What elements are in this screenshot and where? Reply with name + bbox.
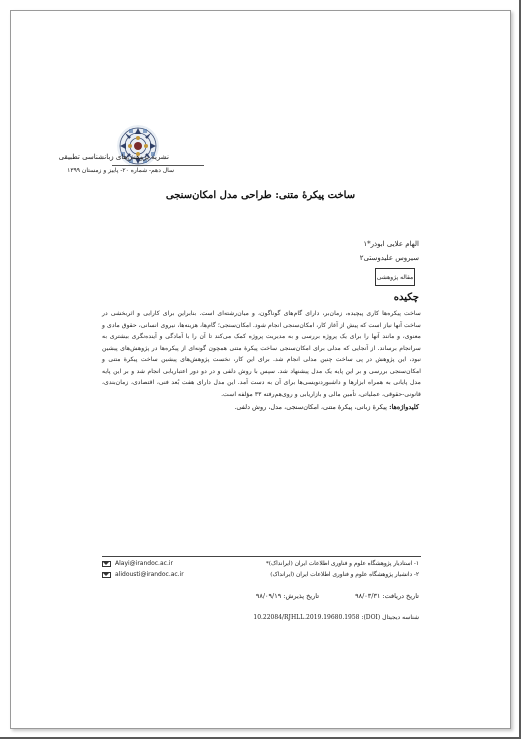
article-dates — [222, 592, 419, 600]
affiliation-2: ۲- دانشیار پژوهشگاه علوم و فناوری اطلاعات ایران (ایرانداک) — [270, 572, 419, 578]
email-2[interactable]: alidousti@irandoc.ac.ir — [115, 571, 184, 578]
keywords-label: کلیدواژه‌ها: — [389, 403, 419, 411]
abstract-text: ساخت پیکره‌ها کاری پیچیده، زمان‌بر، دارای گام‌های گوناگون، و میان‌رشته‌ای است. بنابراین برای کارایی و اثربخشی در ساخت آنها نیاز است که پیش از آغاز کار، امکان‌سنجی انجام شود. امکان‌سنجی؛ گام‌ها، هزینه‌ها، نیروی انسانی، حقوق مادی و معنوی، و مانند آنها را برای یک پروژه بررسی و به مدیریت پروژه کمک می‌کند تا آن را با آمادگی و آینده‌نگری بیشتری به سرانجام برساند. از آنجایی که مدلی برای امکان‌سنجی ساخت پیکرۀ متنی همچون گونه‌ای از پیکره‌ها در پژوهش‌های پیشین نبود، این پژوهش در پی ساخت چنین مدلی انجام شد. برای این کار، نخست پژوهش‌های پیشین ساخت پیکرۀ متنی و امکان‌سنجی بررسی و بر این پایه یک مدل پیشنهاد شد. سپس با روش دلفی و در دو دور اعتباریابی انجام شد و بر این پایه مدل پایانی به همراه ابزارها و داشبوردنویسی‌ها برای آن به دست آمد. این مدل دارای هفت بُعد فنی، اقتصادی، زمان‌بندی، قانونی-حقوقی، عملیاتی، تأمین مالی و بازاریابی و روی‌هم‌رفته ۳۳ مؤلفه است. — [102, 310, 421, 398]
journal-issue: سال دهم- شماره ۲۰- پاییز و زمستان ۱۳۹۹ — [67, 167, 174, 174]
journal-header-rule — [112, 165, 204, 166]
email-row-2 — [102, 571, 184, 578]
envelope-icon — [102, 561, 111, 567]
doi-line — [253, 614, 419, 621]
doi-label: شناسه دیجیتال (DOI): — [361, 614, 419, 621]
affiliation-1: ۱- استادیار پژوهشگاه علوم و فناوری اطلاعات ایران (ایرانداک)* — [265, 561, 419, 567]
article-type-badge: مقاله پژوهشی — [375, 268, 415, 286]
keywords-value: پیکرۀ زبانی، پیکرۀ متنی، امکان‌سنجی، مدل، روش دلفی. — [234, 403, 387, 411]
keywords — [234, 403, 419, 411]
envelope-icon — [102, 572, 111, 578]
email-1[interactable]: Alayi@irandoc.ac.ir — [115, 560, 173, 567]
author-2: سیروس علیدوستی۲ — [359, 254, 419, 262]
doi-value[interactable]: 10.22084/RJHLL.2019.19680.1958 — [253, 614, 360, 621]
journal-logo — [116, 124, 160, 168]
abstract-heading: چکیده — [393, 292, 419, 303]
footnote-rule — [102, 556, 421, 557]
email-row-1 — [102, 560, 173, 567]
article-title: ساخت پیکرۀ متنی: طراحی مدل امکان‌سنجی — [165, 190, 356, 201]
received-date: تاریخ دریافت: ۹۸/۰۳/۳۱ — [355, 592, 419, 600]
journal-name: نشریه پژوهش‌های زبانشناسی تطبیقی — [58, 153, 169, 161]
accepted-date: تاریخ پذیرش: ۹۸/۰۹/۱۹ — [255, 592, 320, 600]
author-1: الهام علایی ابوذر*۱ — [363, 240, 419, 248]
